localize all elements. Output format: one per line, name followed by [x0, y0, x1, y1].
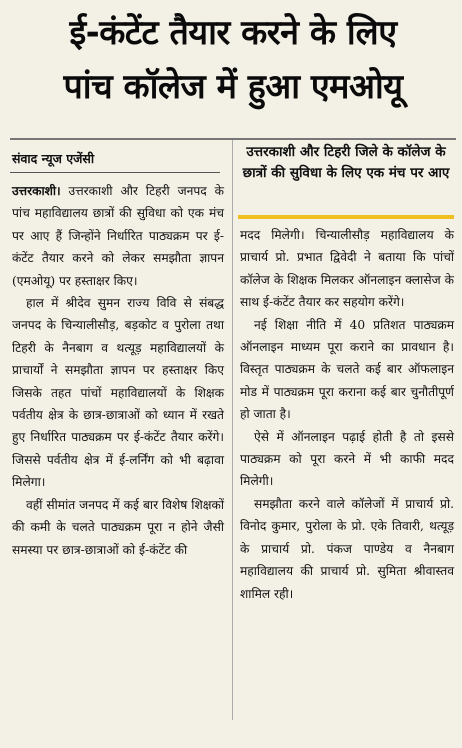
article-right-column [240, 224, 454, 605]
paragraph: मदद मिलेगी। चिन्यालीसौड़ महाविद्यालय के प्राचार्य प्रो. प्रभात द्विवेदी ने बताया कि पांचों कॉलेज के शिक्षक मिलकर ऑनलाइन क्लासेज के साथ ई-कंटेंट तैयार कर सहयोग करेंगे। [240, 228, 454, 310]
paragraph: समझौता करने वाले कॉलेजों में प्राचार्य प्रो. विनोद कुमार, पुरोला के प्रो. एके तिवारी, थत्यूड़ के प्राचार्य प्रो. पंकज पाण्डेय व नैनबाग महाविद्यालय की प्राचार्य प्रो. सुमिता श्रीवास्तव शामिल रही। [240, 496, 454, 601]
subheadline-underline [238, 215, 454, 219]
byline: संवाद न्यूज एजेंसी [12, 151, 95, 166]
article-left-column [12, 180, 224, 561]
paragraph [12, 180, 224, 292]
subheadline: उत्तरकाशी और टिहरी जिले के कॉलेज के छात्रों की सुविधा के लिए एक मंच पर आए [242, 144, 450, 181]
dateline: उत्तरकाशी। [12, 184, 61, 198]
headline [10, 6, 456, 114]
paragraph: हाल में श्रीदेव सुमन राज्य विवि से संबद्ध जनपद के चिन्यालीसौड़, बड़कोट व पुरोला तथा टिहरी के नैनबाग व थत्यूड़ महाविद्यालयों के प्राचार्यों ने समझौता ज्ञापन पर हस्ताक्षर किए जिसके तहत पांचों महाविद्यालयों के शिक्षक पर्वतीय क्षेत्र के छात्र-छात्राओं को ध्यान में रखते हुए निर्धारित पाठ्यक्रम पर ई-कंटेंट तैयार करेंगे। जिससे पर्वतीय क्षेत्र में ई-लर्निंग को भी बढ़ावा मिलेगा। [12, 296, 224, 490]
column-divider [232, 140, 233, 720]
headline-line-2: पांच कॉलेज में हुआ एमओयू [63, 67, 403, 107]
paragraph: वहीं सीमांत जनपद में कई बार विशेष शिक्षकों की कमी के चलते पाठ्यक्रम पूरा न होने जैसी समस्या पर छात्र-छात्राओं को ई-कंटेंट की [12, 497, 224, 557]
paragraph: ऐसे में ऑनलाइन पढ़ाई होती है तो इससे पाठ्यक्रम को पूरा करने में भी काफी मदद मिलेगी। [240, 429, 454, 489]
headline-line-1: ई-कंटेंट तैयार करने के लिए [69, 13, 397, 53]
paragraph-text: उत्तरकाशी और टिहरी जनपद के पांच महाविद्यालय छात्रों की सुविधा को एक मंच पर आए हैं जिन्होंने निर्धारित पाठ्यक्रम पर ई-कंटेंट तैयार करने को लेकर समझौता ज्ञापन (एमओयू) पर हस्ताक्षर किए। [12, 184, 225, 288]
divider [10, 138, 456, 140]
byline-divider [10, 172, 220, 173]
paragraph: नई शिक्षा नीति में 40 प्रतिशत पाठ्यक्रम ऑनलाइन माध्यम पूरा कराने का प्रावधान है। विस्तृत पाठ्यक्रम के चलते कई बार ऑफलाइन मोड में पाठ्यक्रम पूरा कराना कई बार चुनौतीपूर्ण हो जाता है। [240, 317, 454, 422]
